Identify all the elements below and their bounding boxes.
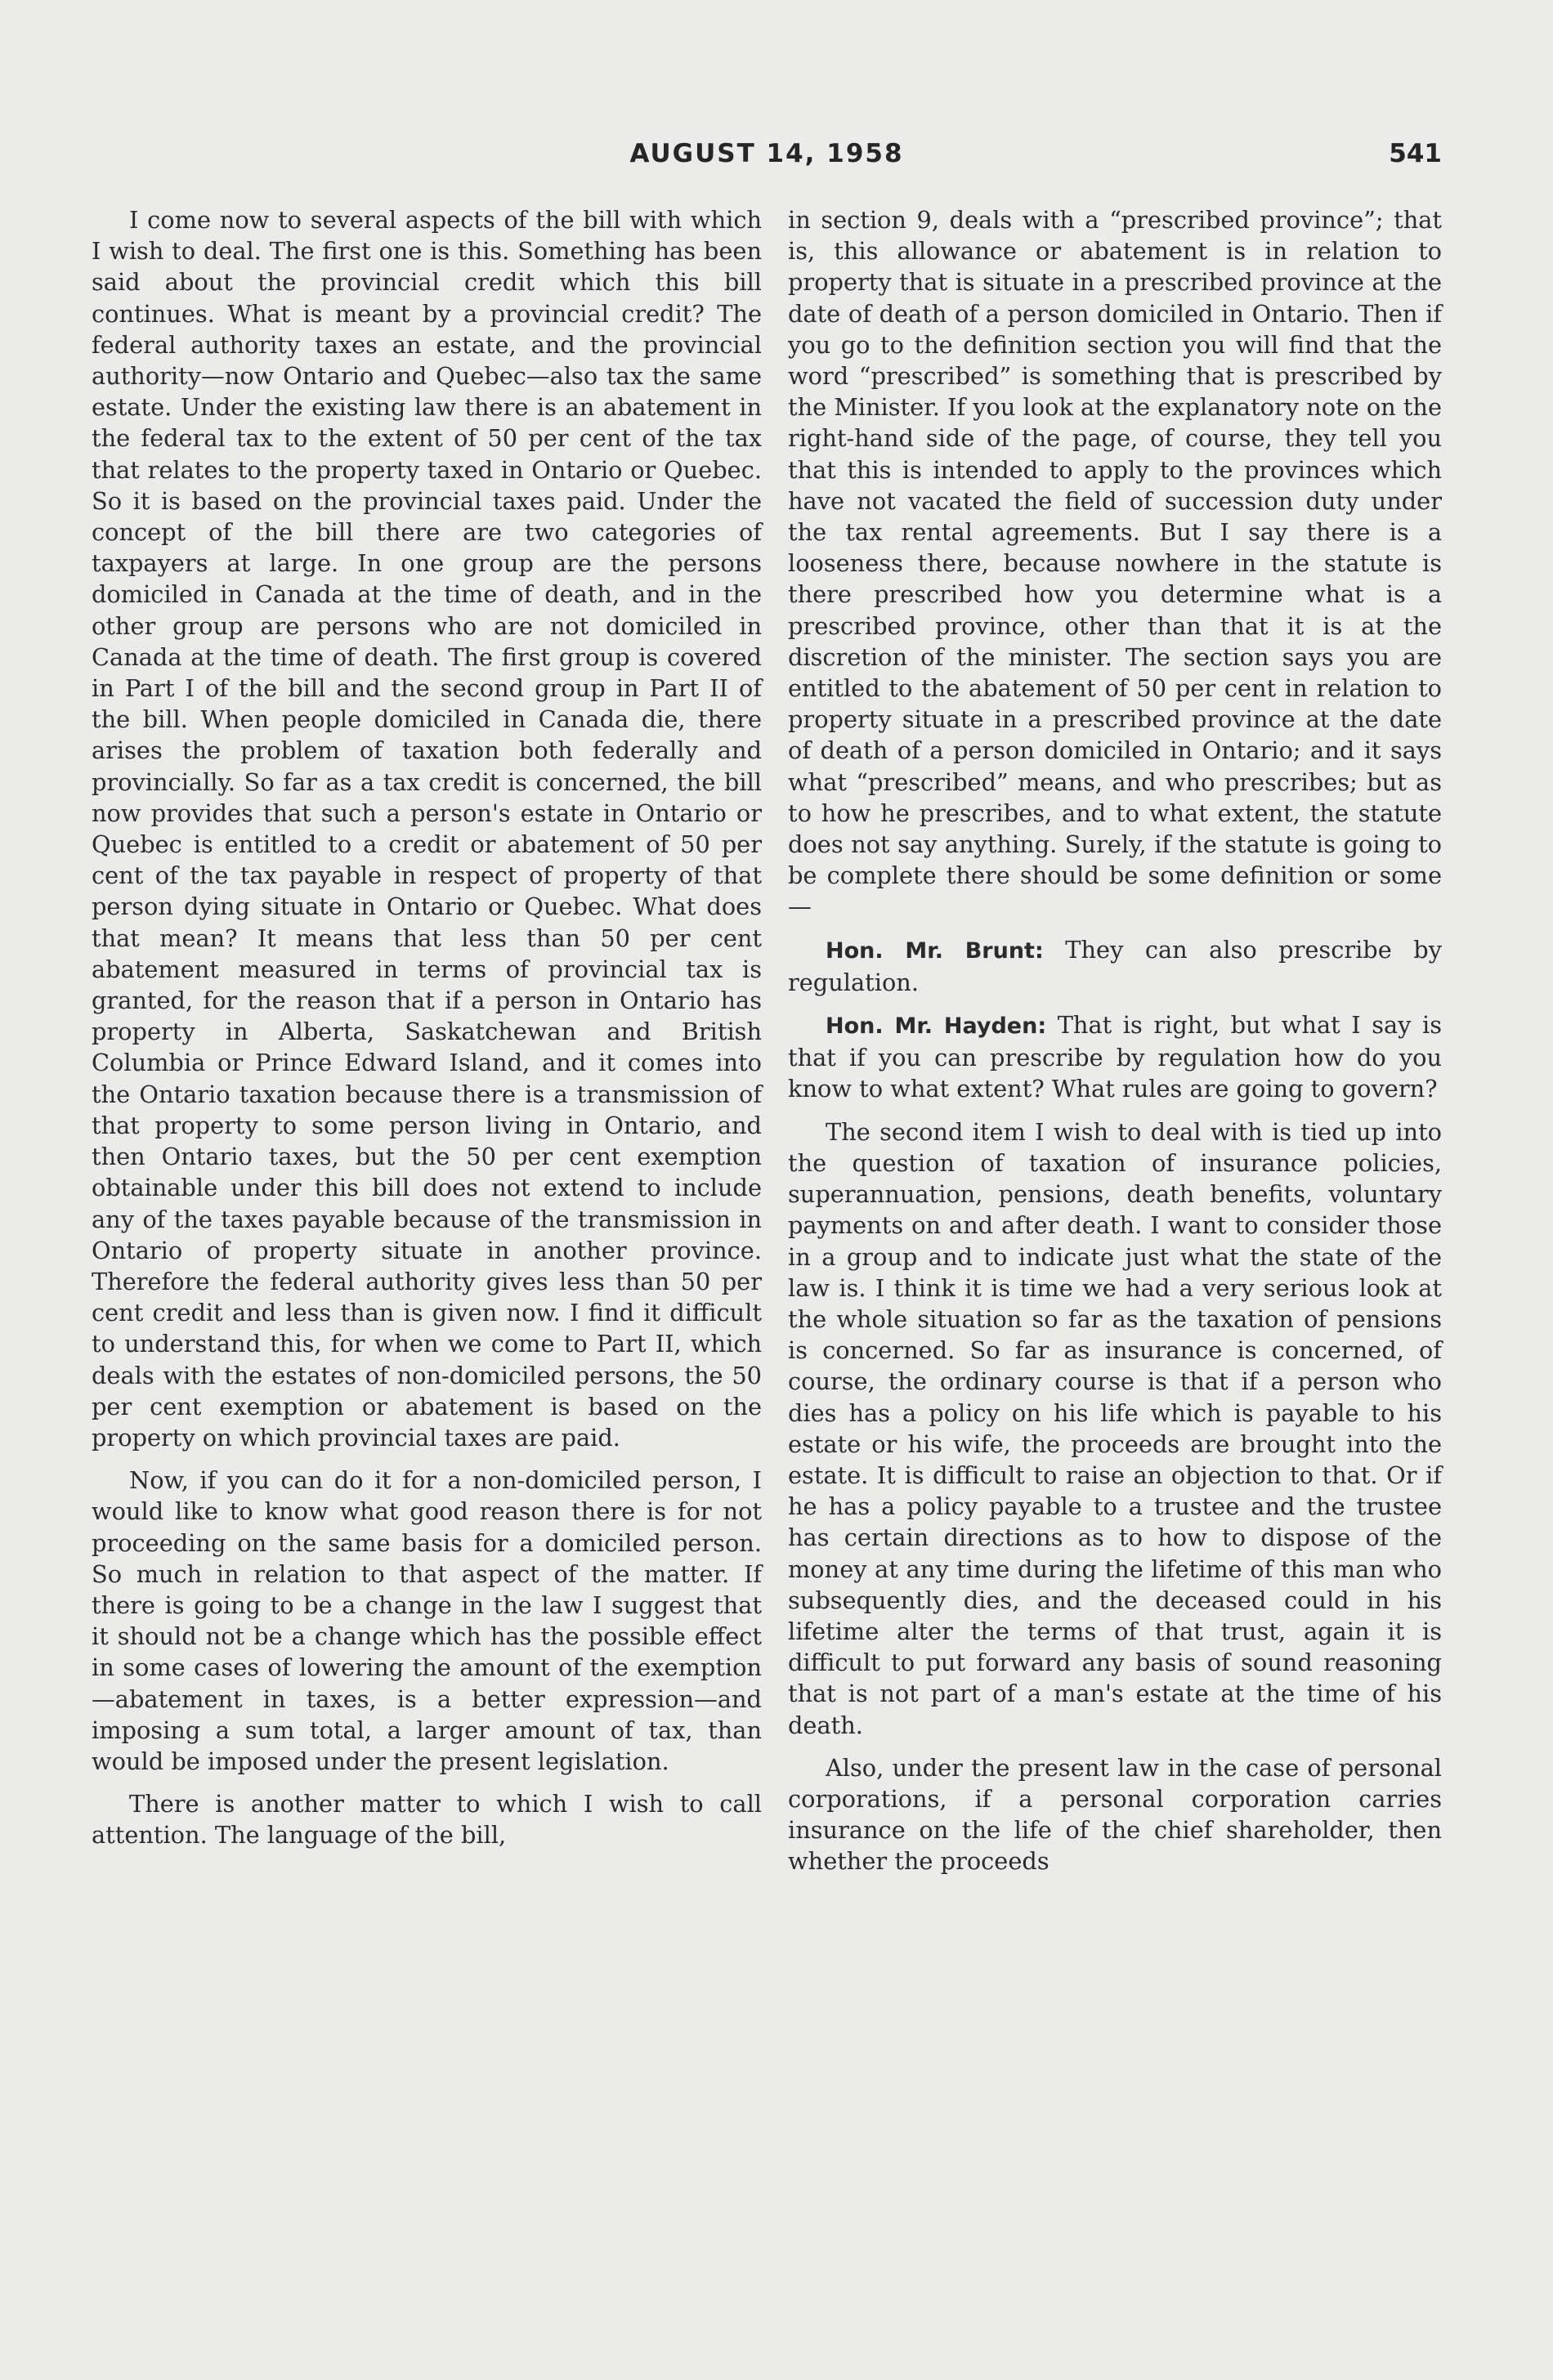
page-number: 541 <box>1389 139 1442 168</box>
page-header <box>92 139 1442 180</box>
left-column <box>92 204 762 1863</box>
paragraph: I come now to several aspects of the bill with which I wish to deal. The first one is this. Something has been said about the provincial credit which this bill continues. What is meant by a provincial credit? The federal authority taxes an estate, and the provincial authority—now Ontario and Quebec—also tax the same estate. Under the existing law there is an abatement in the federal tax to the extent of 50 per cent of the tax that relates to the property taxed in Ontario or Quebec. So it is based on the provincial taxes paid. Under the concept of the bill there are two categories of taxpayers at large. In one group are the persons domiciled in Canada at the time of death, and in the other group are persons who are not domiciled in Canada at the time of death. The first group is covered in Part I of the bill and the second group in Part II of the bill. When people domiciled in Canada die, there arises the problem of taxation both federally and provincially. So far as a tax credit is concerned, the bill now provides that such a person's estate in Ontario or Quebec is entitled to a credit or abatement of 50 per cent of the tax payable in respect of property of that person dying situate in Ontario or Quebec. What does that mean? It means that less than 50 per cent abatement measured in terms of provincial tax is granted, for the reason that if a person in Ontario has property in Alberta, Saskatchewan and British Columbia or Prince Edward Island, and it comes into the Ontario taxation because there is a transmission of that property to some person living in Ontario, and then Ontario taxes, but the 50 per cent exemption obtainable under this bill does not extend to include any of the taxes payable because of the transmission in Ontario of property situate in another province. Therefore the federal authority gives less than 50 per cent credit and less than is given now. I find it difficult to understand this, for when we come to Part II, which deals with the estates of non-domiciled persons, the 50 per cent exemption or abatement is based on the property on which provincial taxes are paid. <box>92 206 762 1452</box>
paragraph: Also, under the present law in the case of personal corporations, if a personal corporation carries insurance on the life of the chief shareholder, then whether the proceeds <box>788 1753 1442 1876</box>
speaker-name: Hon. Mr. Brunt: <box>826 937 1044 964</box>
paragraph: Now, if you can do it for a non-domiciled person, I would like to know what good reason there is for not proceeding on the same basis for a domiciled person. So much in relation to that aspect of the matter. If there is going to be a change in the law I suggest that it should not be a change which has the possible effect in some cases of lowering the amount of the exemption—abatement in taxes, is a better expression—and imposing a sum total, a larger amount of tax, than would be imposed under the present legislation. <box>92 1466 762 1775</box>
speaker-paragraph <box>788 934 1442 998</box>
paragraph: in section 9, deals with a “prescribed province”; that is, this allowance or abatement is in relation to property that is situate in a prescribed province at the date of death of a person domiciled in Ontario. Then if you go to the definition section you will find that the word “prescribed” is something that is prescribed by the Minister. If you look at the explanatory note on the right-hand side of the page, of course, they tell you that this is intended to apply to the provinces which have not vacated the field of succession duty under the tax rental agreements. But I say there is a looseness there, because nowhere in the statute is there prescribed how you determine what is a prescribed province, other than that it is at the discretion of the minister. The section says you are entitled to the abatement of 50 per cent in relation to property situate in a prescribed province at the date of death of a person domiciled in Ontario; and it says what “prescribed” means, and who prescribes; but as to how he prescribes, and to what extent, the statute does not say anything. Surely, if the statute is going to be complete there should be some definition or some— <box>788 206 1443 921</box>
header-date: AUGUST 14, 1958 <box>629 139 904 168</box>
speech-text: They can also prescribe by regulation. <box>788 935 1442 996</box>
right-column <box>788 204 1442 1889</box>
paragraph: There is another matter to which I wish to call attention. The language of the bill, <box>92 1790 762 1850</box>
speaker-name: Hon. Mr. Hayden: <box>826 1013 1047 1040</box>
speech-text: That is right, but what I say is that if you can prescribe by regulation how do you know to what extent? What rules are going to govern? <box>788 1011 1442 1103</box>
speaker-paragraph <box>788 1009 1442 1105</box>
paragraph: The second item I wish to deal with is tied up into the question of taxation of insurance policies, superannuation, pensions, death benefits, voluntary payments on and after death. I want to consider those in a group and to indicate just what the state of the law is. I think it is time we had a very serious look at the whole situation so far as the taxation of pensions is concerned. So far as insurance is concerned, of course, the ordinary course is that if a person who dies has a policy on his life which is payable to his estate or his wife, the proceeds are brought into the estate. It is difficult to raise an objection to that. Or if he has a policy payable to a trustee and the trustee has certain directions as to how to dispose of the money at any time during the lifetime of this man who subsequently dies, and the deceased could in his lifetime alter the terms of that trust, again it is difficult to put forward any basis of sound reasoning that is not part of a man's estate at the time of his death. <box>788 1117 1442 1739</box>
